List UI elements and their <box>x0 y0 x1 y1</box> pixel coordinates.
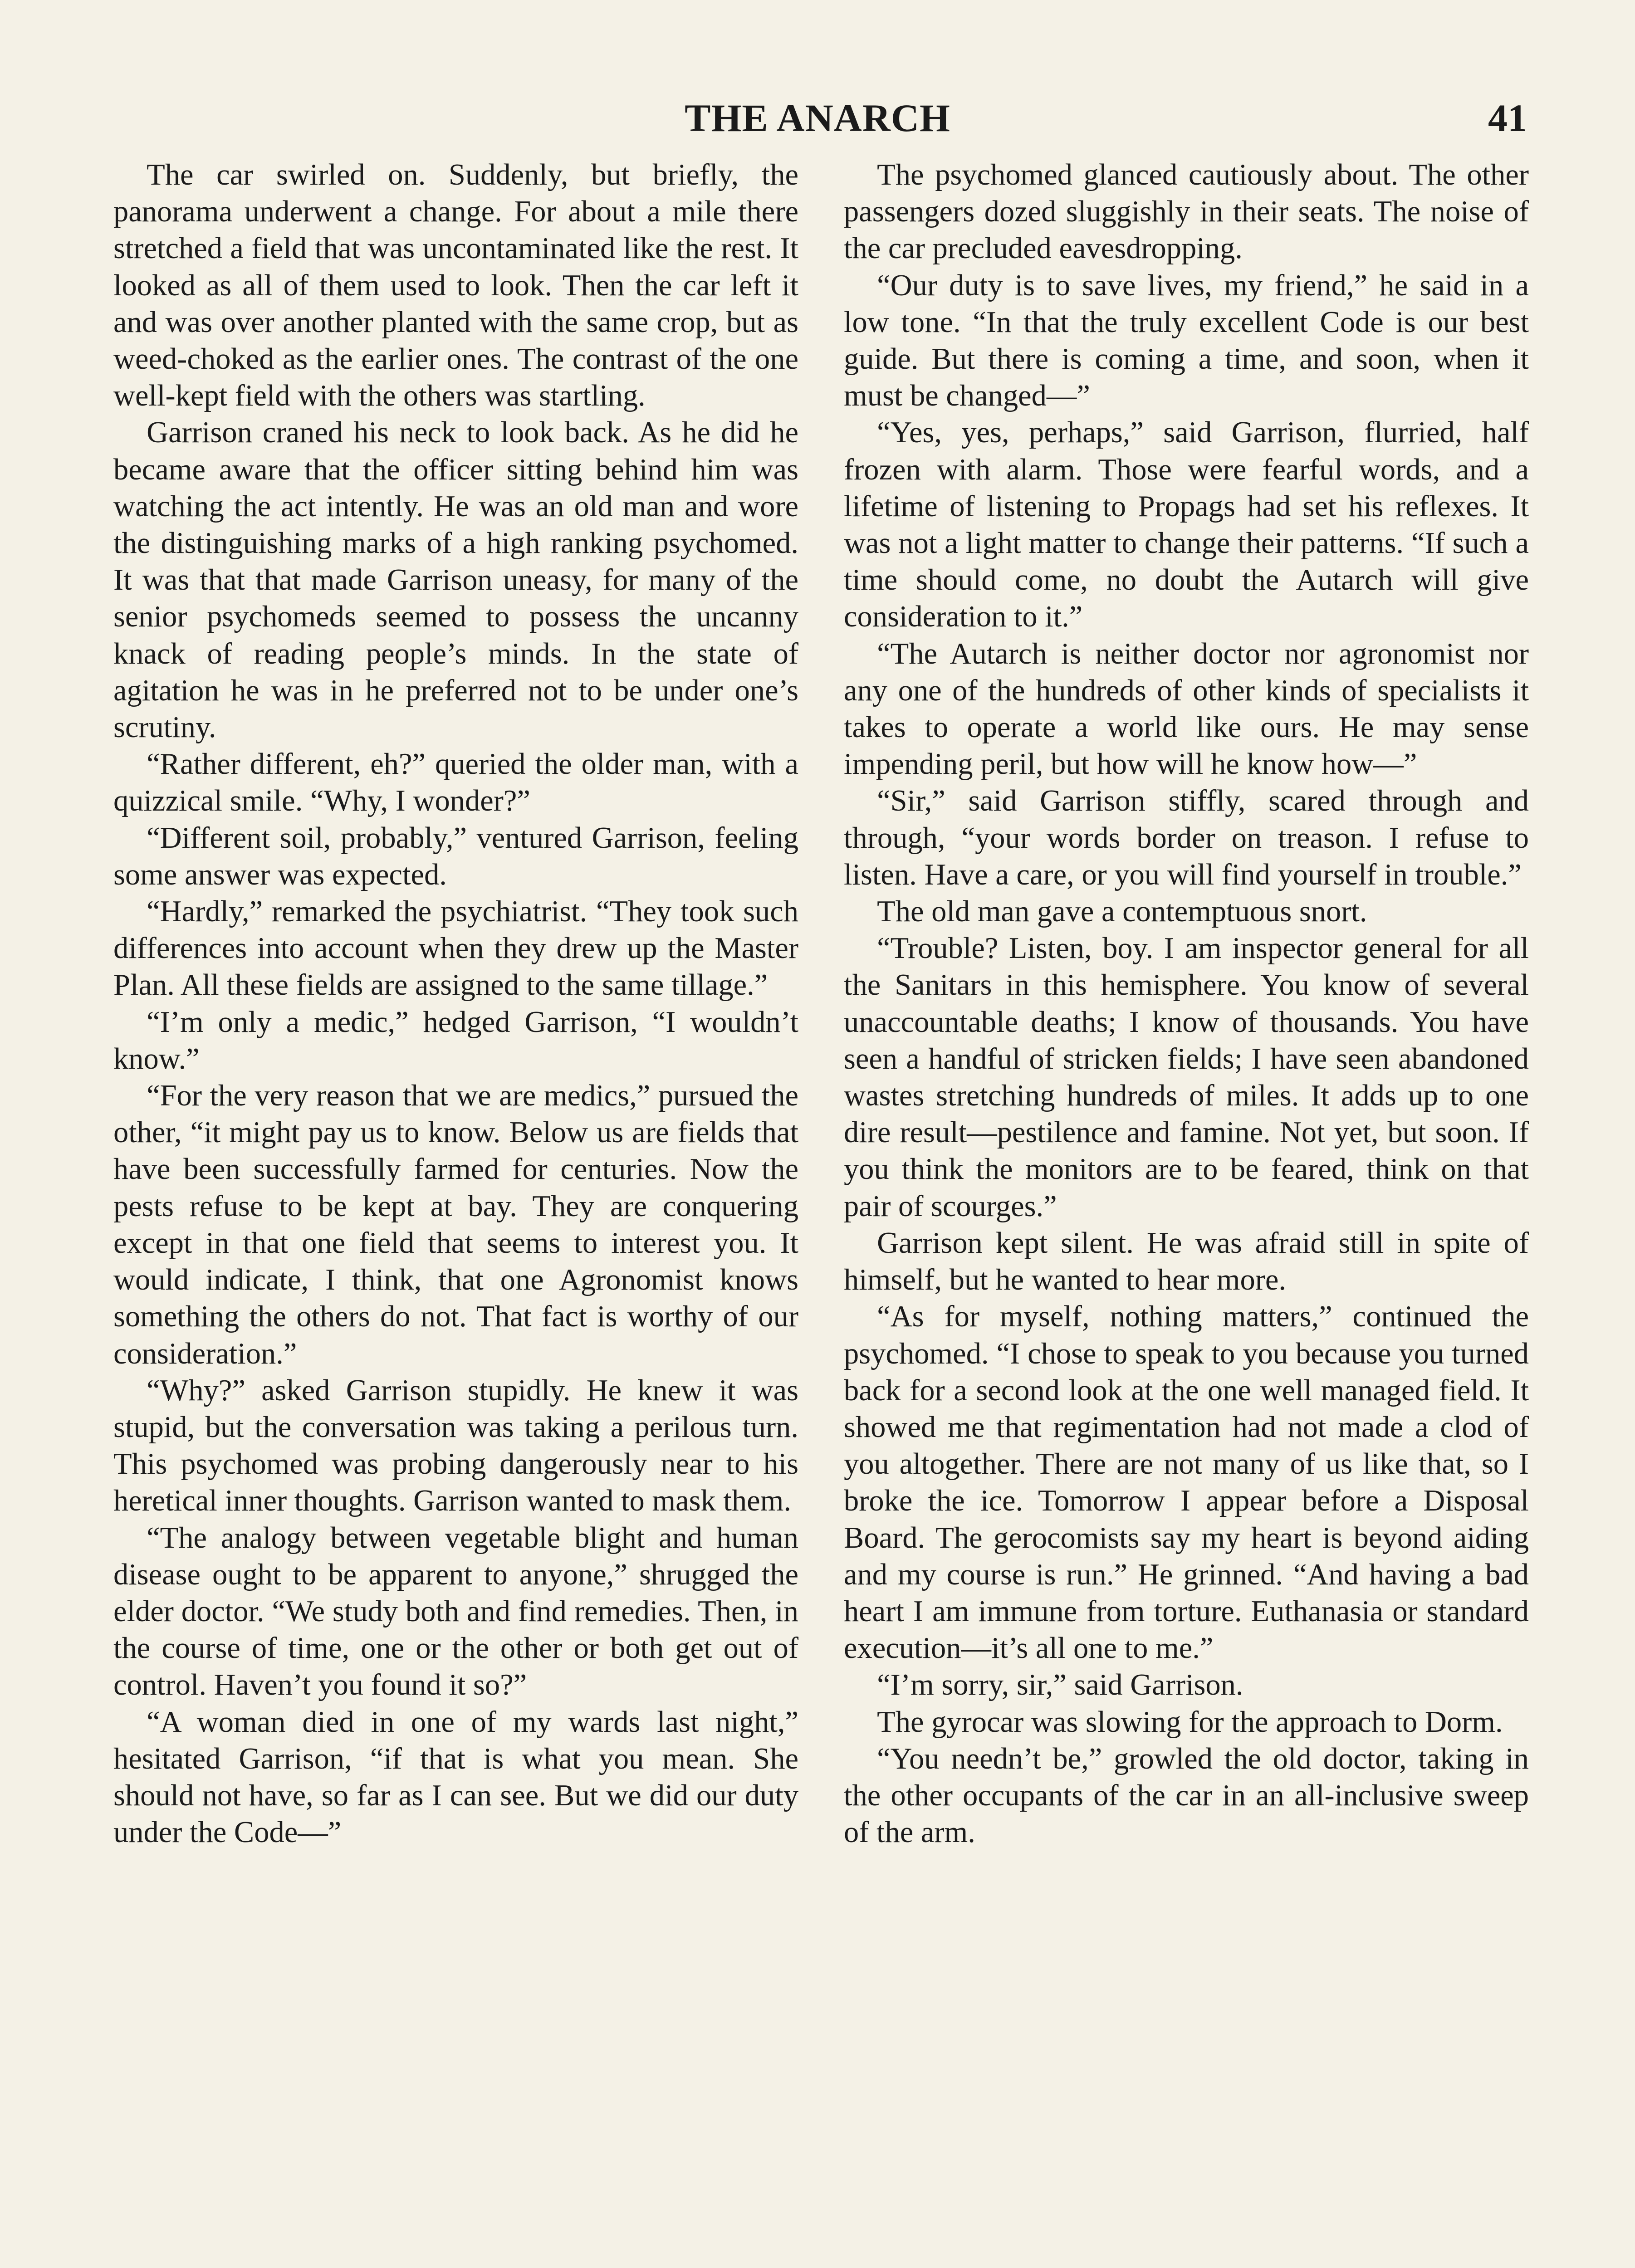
paragraph: “Why?” asked Garrison stupidly. He knew it was stupid, but the conversation was taking a perilous turn. This psychomed was probing dangerously near to his heretical inner thoughts. Garrison wanted to mask them. <box>113 1374 798 1518</box>
paragraph: Garrison kept silent. He was afraid still in spite of himself, but he wanted to hear more. <box>844 1226 1529 1297</box>
paragraph: The psychomed glanced cautiously about. The other passengers dozed sluggishly in their seats. The noise of the car precluded eavesdropping. <box>844 158 1529 265</box>
paragraph: “Yes, yes, perhaps,” said Garrison, flurried, half frozen with alarm. Those were fearful words, and a lifetime of listening to Propags had set his reflexes. It was not a light matter to change their patterns. “If such a time should come, no doubt the Autarch will give consideration to it.” <box>844 416 1529 634</box>
paragraph: “Rather different, eh?” queried the older man, with a quizzical smile. “Why, I wonder?” <box>113 748 798 818</box>
paragraph: The gyrocar was slowing for the approach to Dorm. <box>877 1705 1503 1739</box>
page-header <box>0 91 1635 145</box>
paragraph: “As for myself, nothing matters,” continued the psychomed. “I chose to speak to you because you turned back for a second look at the one well managed field. It showed me that regimentation had not made a clod of you altogether. There are not many of us like that, so I broke the ice. Tomorrow I appear before a Disposal Board. The gerocomists say my heart is beyond aiding and my course is run.” He grinned. “And having a bad heart I am immune from torture. Euthanasia or standard execution—it’s all one to me.” <box>844 1300 1529 1665</box>
running-title: THE ANARCH <box>685 96 950 140</box>
paragraph: “Trouble? Listen, boy. I am inspector general for all the Sanitars in this hemisphere. You know of several unaccountable deaths; I know of thousands. You have seen a handful of stricken fields; I have seen abandoned wastes stretching hundreds of miles. It adds up to one dire result—pestilence and famine. Not yet, but soon. If you think the monitors are to be feared, think on that pair of scourges.” <box>844 932 1529 1223</box>
paragraph: “For the very reason that we are medics,” pursued the other, “it might pay us to know. Below us are fields that have been successfully farmed for centuries. Now the pests refuse to be kept at bay. They are conquering except in that one field that seems to interest you. It would indicate, I think, that one Agronomist knows something the others do not. That fact is worthy of our consideration.” <box>113 1079 798 1370</box>
paragraph: “Our duty is to save lives, my friend,” he said in a low tone. “In that the truly excellent Code is our best guide. But there is coming a time, and soon, when it must be changed—” <box>844 269 1529 413</box>
paragraph: “Different soil, probably,” ventured Garrison, feeling some answer was expected. <box>113 821 798 891</box>
paragraph: “The Autarch is neither doctor nor agronomist nor any one of the hundreds of other kinds of specialists it takes to operate a world like ours. He may sense impending peril, but how will he know how—” <box>844 637 1529 781</box>
paragraph: The car swirled on. Suddenly, but briefly, the panorama underwent a change. For about a mile there stretched a field that was uncontaminated like the rest. It looked as all of them used to look. Then the car left it and was over another planted with the same crop, but as weed-choked as the earlier ones. The contrast of the one well-kept field with the others was startling. <box>113 158 798 413</box>
left-column <box>113 156 798 1851</box>
page-number: 41 <box>1488 96 1527 140</box>
paragraph: “I’m only a medic,” hedged Garrison, “I wouldn’t know.” <box>113 1005 798 1075</box>
paragraph: “Hardly,” remarked the psychiatrist. “They took such differences into account when they drew up the Master Plan. All these fields are assigned to the same tillage.” <box>113 895 798 1002</box>
paragraph: “You needn’t be,” growled the old doctor, taking in the other occupants of the car in an all-inclusive sweep of the arm. <box>844 1742 1529 1849</box>
paragraph: Garrison craned his neck to look back. As he did he became aware that the officer sitting behind him was watching the act intently. He was an old man and wore the distinguishing marks of a high ranking psychomed. It was that that made Garrison uneasy, for many of the senior psychomeds seemed to possess the uncanny knack of reading people’s minds. In the state of agitation he was in he preferred not to be under one’s scrutiny. <box>113 416 798 744</box>
paragraph: “I’m sorry, sir,” said Garrison. <box>877 1668 1243 1702</box>
paragraph: “The analogy between vegetable blight and human disease ought to be apparent to anyone,” shrugged the elder doctor. “We study both and find remedies. Then, in the course of time, one or the other or both get out of control. Haven’t you found it so?” <box>113 1521 798 1702</box>
right-column <box>844 156 1529 1851</box>
paragraph: “A woman died in one of my wards last night,” hesitated Garrison, “if that is what you mean. She should not have, so far as I can see. But we did our duty under the Code—” <box>113 1705 798 1849</box>
paragraph: The old man gave a contemptuous snort. <box>877 895 1367 929</box>
paragraph: “Sir,” said Garrison stiffly, scared through and through, “your words border on treason. I refuse to listen. Have a care, or you will find yourself in trouble.” <box>844 784 1529 891</box>
